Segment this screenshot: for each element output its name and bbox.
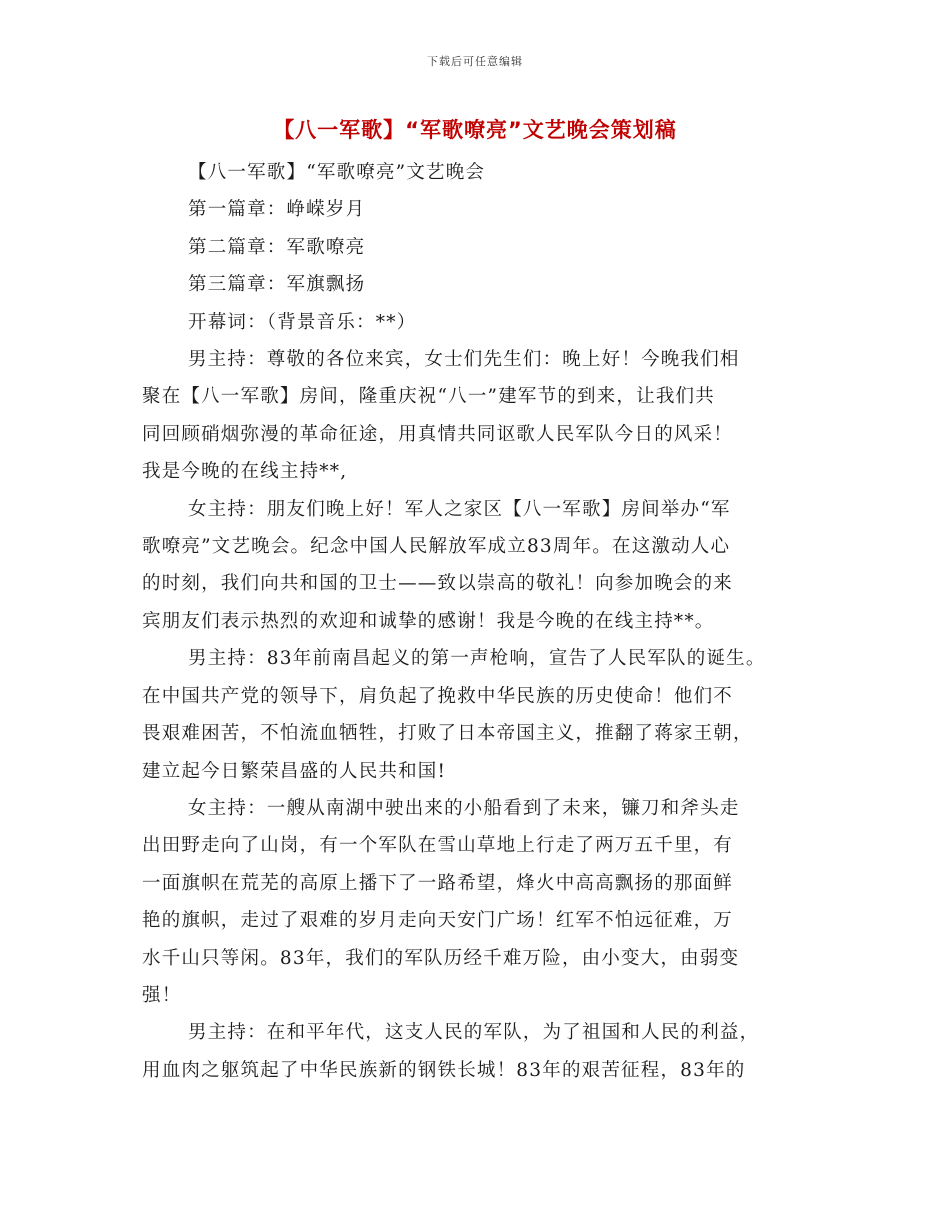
paragraph: [142, 640, 810, 790]
paragraph: [142, 491, 810, 641]
paragraph: [142, 1014, 810, 1089]
paragraph-line: 女主持：一艘从南湖中驶出来的小船看到了未来，镰刀和斧头走: [188, 797, 740, 819]
paragraph-line: 一面旗帜在荒芜的高原上播下了一路希望，烽火中高高飘扬的那面鲜: [142, 872, 734, 894]
paragraph-line: 男主持：83年前南昌起义的第一声枪响，宣告了人民军队的诞生。: [188, 648, 766, 670]
chapter-line: 第三篇章：军旗飘扬: [188, 274, 366, 296]
paragraph-line: 宾朋友们表示热烈的欢迎和诚挚的感谢！我是今晚的在线主持**。: [142, 610, 715, 632]
paragraph-line: 出田野走向了山岗，有一个军队在雪山草地上行走了两万五千里，有: [142, 835, 734, 857]
paragraph-line: 畏艰难困苦，不怕流血牺牲，打败了日本帝国主义，推翻了蒋家王朝，: [142, 723, 753, 745]
paragraph-line: 歌嘹亮”文艺晚会。纪念中国人民解放军成立83周年。在这激动人心: [142, 536, 731, 558]
paragraph-line: 我是今晚的在线主持**,: [142, 461, 348, 483]
paragraph-line: 在中国共产党的领导下，肩负起了挽救中华民族的历史使命！他们不: [142, 685, 734, 707]
opening-line: 开幕词：（背景音乐：**）: [188, 311, 417, 333]
paragraph-line: 聚在【八一军歌】房间，隆重庆祝“八一”建军节的到来，让我们共: [142, 386, 715, 408]
paragraph-line: 强！: [142, 984, 182, 1006]
paragraph: [142, 790, 810, 1014]
document-body: [142, 154, 810, 1089]
paragraph-line: 水千山只等闲。83年，我们的军队历经千难万险，由小变大，由弱变: [142, 947, 740, 969]
heading-line: 【八一军歌】“军歌嘹亮”文艺晚会: [188, 162, 486, 183]
paragraph-line: 同回顾硝烟弥漫的革命征途，用真情共同讴歌人民军队今日的风采！: [142, 423, 734, 445]
paragraph-line: 用血肉之躯筑起了中华民族新的钢铁长城！83年的艰苦征程，83年的: [142, 1059, 746, 1081]
paragraph-line: 建立起今日繁荣昌盛的人民共和国!: [142, 760, 447, 782]
paragraph-line: 艳的旗帜，走过了艰难的岁月走向天安门广场！红军不怕远征难，万: [142, 910, 734, 932]
header-note: 下载后可任意编辑: [427, 55, 523, 68]
paragraph: [142, 341, 810, 491]
paragraph-line: 女主持：朋友们晚上好！军人之家区【八一军歌】房间举办“军: [188, 498, 731, 520]
paragraph-line: 的时刻，我们向共和国的卫士——致以崇高的敬礼！向参加晚会的来: [142, 573, 734, 595]
document-title: 【八一军歌】“军歌嘹亮”文艺晚会策划稿: [273, 118, 677, 142]
chapter-line: 第二篇章：军歌嘹亮: [188, 236, 366, 258]
paragraph-line: 男主持：尊敬的各位来宾，女士们先生们：晚上好！今晚我们相: [188, 349, 740, 371]
chapter-line: 第一篇章：峥嵘岁月: [188, 199, 366, 221]
paragraph-line: 男主持：在和平年代，这支人民的军队，为了祖国和人民的利益，: [188, 1022, 760, 1044]
